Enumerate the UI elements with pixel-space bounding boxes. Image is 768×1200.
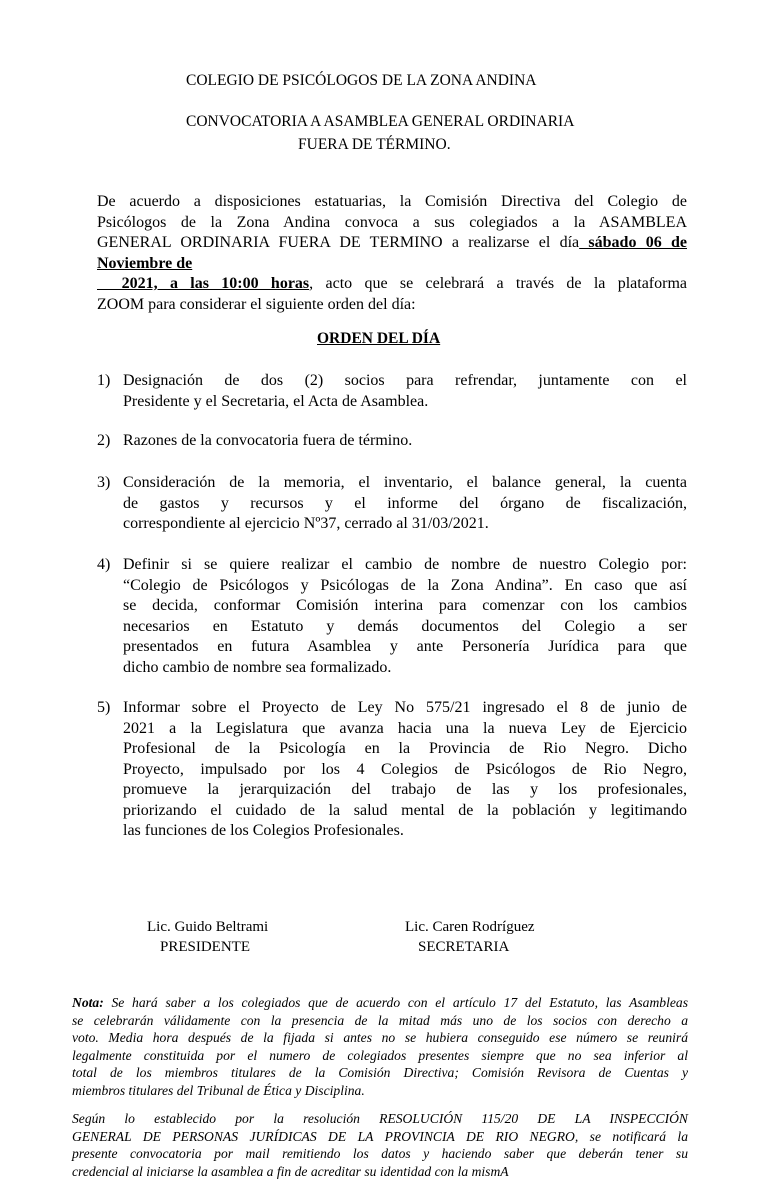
note-label: Nota:: [72, 995, 104, 1010]
agenda-item-line: Profesional de la Psicología en la Provincia de Rio Negro. Dicho: [123, 740, 687, 757]
note-paragraph: [72, 994, 688, 1099]
agenda-item-line: Designación de dos (2) socios para refrendar, juntamente con el: [123, 372, 687, 389]
institution-name: COLEGIO DE PSICÓLOGOS DE LA ZONA ANDINA: [186, 72, 537, 89]
meeting-date: sábado 06 de: [579, 234, 687, 251]
agenda-item-line: Informar sobre el Proyecto de Ley No 575/21 ingresado el 8 de junio de: [123, 699, 687, 716]
agenda-item-line: Razones de la convocatoria fuera de término.: [123, 432, 413, 449]
document-title-line-2: FUERA DE TÉRMINO.: [298, 136, 451, 153]
agenda-item-line: Proyecto, impulsado por los 4 Colegios de Psicólogos de Rio Negro,: [123, 760, 687, 778]
agenda-item-line: se decida, conformar Comisión interina para comenzar con los cambios: [123, 597, 687, 614]
agenda-item: [97, 371, 687, 412]
signature-name: Lic. Guido Beltrami: [147, 919, 269, 935]
signature-president: [147, 917, 268, 957]
agenda-item-number: 5): [97, 699, 111, 716]
agenda-item-line: Consideración de la memoria, el inventario, el balance general, la cuenta: [123, 474, 687, 491]
note-line: se celebrarán válidamente con la presencia de la mitad más uno de los socios con derecho a: [72, 1012, 688, 1028]
agenda-item-line: 2021 a la Legislatura que avanza hacia una la nueva Ley de Ejercicio: [123, 719, 687, 737]
intro-paragraph: [97, 192, 687, 315]
agenda-item-number: 4): [97, 556, 111, 573]
signature-role: SECRETARIA: [418, 939, 510, 955]
note-line: Según lo establecido por la resolución RESOLUCIÓN 115/20 DE LA INSPECCIÓN: [72, 1111, 688, 1126]
agenda-item-line: Definir si se quiere realizar el cambio de nombre de nuestro Colegio por:: [123, 556, 687, 573]
signature-role: PRESIDENTE: [160, 939, 250, 955]
note-line: presente convocatoria por mail remitiendo los datos y haciendo saber que deberán tener su: [72, 1146, 688, 1161]
agenda-item-line: necesarios en Estatuto y demás documentos del Colegio a ser: [123, 617, 687, 635]
agenda-item-line: promueve la jerarquización del trabajo de las y los profesionales,: [123, 781, 687, 798]
agenda-item-number: 1): [97, 372, 111, 389]
agenda-title: ORDEN DEL DÍA: [317, 330, 441, 347]
note-line: legalmente constituida por el numero de colegiados presentes siempre que no sea inferior al: [72, 1047, 688, 1063]
agenda-item-line: presentados en futura Asamblea y ante Personería Jurídica para que: [123, 638, 687, 655]
intro-line: [97, 254, 687, 275]
signature-secretary: [405, 917, 535, 957]
meeting-date-month: Noviembre de: [97, 254, 193, 272]
intro-line: Psicólogos de la Zona Andina convoca a sus colegiados a la ASAMBLEA: [97, 213, 687, 231]
agenda-item-number: 3): [97, 474, 111, 491]
note-text: Se hará saber a los colegiados que de acuerdo con el artículo 17 del Estatuto, las Asambleas: [103, 995, 688, 1010]
note-line: miembros titulares del Tribunal de Ética y Disciplina.: [72, 1082, 365, 1098]
agenda-item: [97, 555, 687, 678]
agenda-item-line: las funciones de los Colegios Profesionales.: [123, 822, 404, 839]
note-line: GENERAL DE PERSONAS JURÍDICAS DE LA PROVINCIA DE RIO NEGRO, se notificará la: [72, 1128, 688, 1144]
note-line: total de los miembros titulares de la Comisión Directiva; Comisión Revisora de Cuentas y: [72, 1065, 688, 1080]
document-title-line-1: CONVOCATORIA A ASAMBLEA GENERAL ORDINARIA: [186, 113, 575, 130]
agenda-item: [97, 473, 687, 535]
agenda-item-line: de gastos y recursos y el informe del órgano de fiscalización,: [123, 494, 687, 512]
resolution-paragraph: [72, 1110, 688, 1180]
agenda-item-line: Presidente y el Secretaria, el Acta de Asamblea.: [123, 392, 429, 410]
intro-text: , acto que se celebrará a través de la plataforma: [309, 275, 688, 292]
agenda-item-line: dicho cambio de nombre sea formalizado.: [123, 658, 392, 676]
note-line: credencial al iniciarse la asamblea a fin de acreditar su identidad con la mismA: [72, 1163, 509, 1179]
agenda-item-line: “Colegio de Psicólogos y Psicólogas de la Zona Andina”. En caso que así: [123, 576, 687, 594]
note-line: [72, 994, 688, 1012]
note-line: voto. Media hora después de la fijada si antes no se hubiera conseguido ese número se reunirá: [72, 1030, 688, 1045]
meeting-datetime: 2021, a las 10:00 horas: [97, 275, 310, 292]
agenda-item-line: correspondiente al ejercicio Nº37, cerrado al 31/03/2021.: [123, 515, 489, 532]
signature-name: Lic. Caren Rodríguez: [405, 919, 535, 935]
intro-line: ZOOM para considerar el siguiente orden del día:: [97, 295, 416, 313]
intro-line: [97, 274, 687, 295]
agenda-item: [97, 431, 687, 452]
agenda-item: [97, 698, 687, 842]
intro-line: De acuerdo a disposiciones estatuarias, la Comisión Directiva del Colegio de: [97, 193, 687, 210]
intro-line: [97, 233, 687, 254]
intro-text: GENERAL ORDINARIA FUERA DE TERMINO a realizarse el día: [97, 234, 580, 251]
agenda-item-number: 2): [97, 432, 111, 449]
agenda-item-line: priorizando el cuidado de la salud mental de la población y legitimando: [123, 801, 687, 819]
